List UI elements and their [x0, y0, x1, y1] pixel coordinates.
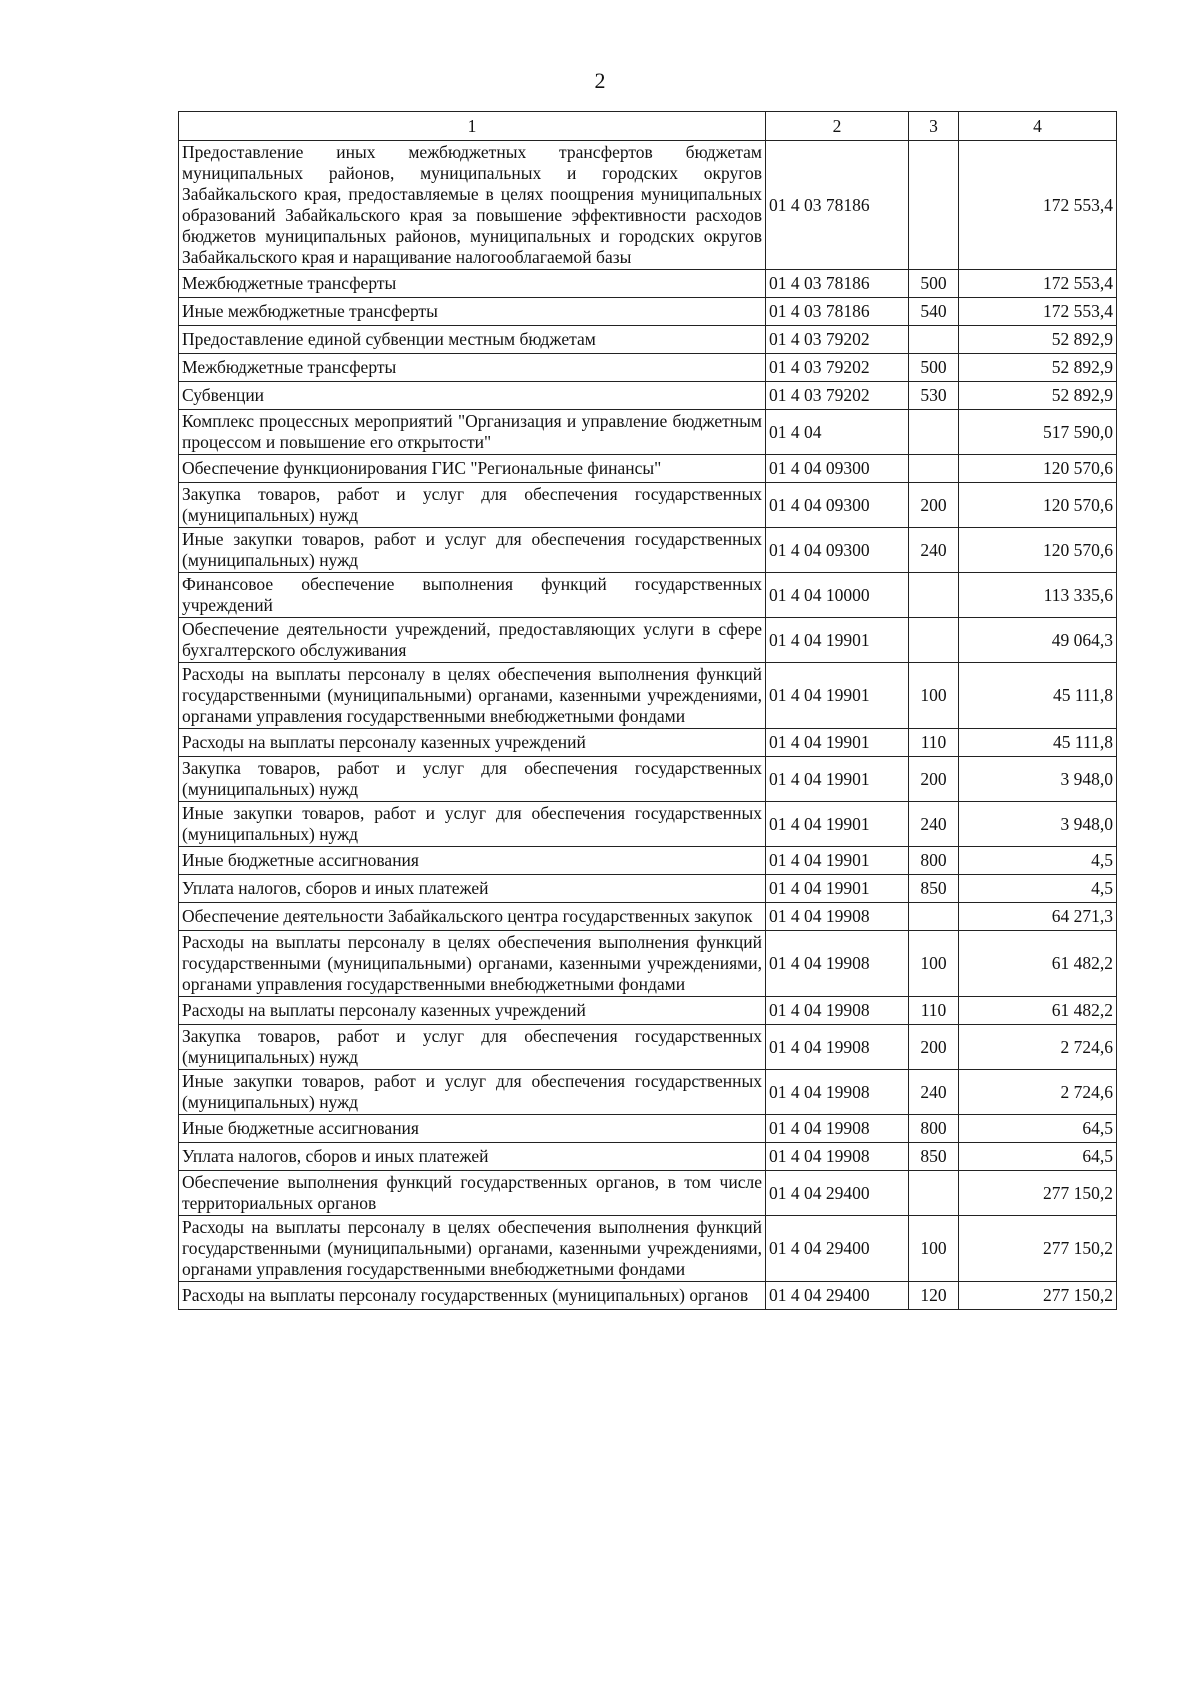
row-name-cell: Межбюджетные трансферты [179, 270, 766, 298]
row-name-cell: Предоставление иных межбюджетных трансфертов бюджетам муниципальных районов, муниципальных и городских округов Забайкальского края, предоставляемые в целях поощрения муниципальных образований Забайкальского края за повышение эффективности расходов бюджетов муниципальных районов, муниципальных и городских округов Забайкальского края и наращивание налогооблагаемой базы [179, 141, 766, 270]
row-code-cell: 01 4 04 10000 [766, 573, 909, 618]
row-name-cell: Субвенции [179, 382, 766, 410]
row-code-cell: 01 4 03 79202 [766, 354, 909, 382]
row-amount-cell: 52 892,9 [959, 326, 1117, 354]
table-row [179, 1025, 1117, 1070]
row-type-cell: 120 [909, 1282, 959, 1310]
row-amount-cell: 52 892,9 [959, 354, 1117, 382]
table-row [179, 802, 1117, 847]
row-type-cell [909, 410, 959, 455]
table-row [179, 757, 1117, 802]
row-code-cell: 01 4 03 79202 [766, 326, 909, 354]
row-name-cell: Закупка товаров, работ и услуг для обеспечения государственных (муниципальных) нужд [179, 757, 766, 802]
row-code-cell: 01 4 04 19901 [766, 757, 909, 802]
row-amount-cell: 61 482,2 [959, 997, 1117, 1025]
row-type-cell: 100 [909, 931, 959, 997]
table-row [179, 931, 1117, 997]
row-code-cell: 01 4 04 19901 [766, 729, 909, 757]
row-name-cell: Обеспечение деятельности учреждений, предоставляющих услуги в сфере бухгалтерского обслуживания [179, 618, 766, 663]
row-name-cell: Иные бюджетные ассигнования [179, 1115, 766, 1143]
row-type-cell [909, 326, 959, 354]
row-amount-cell: 172 553,4 [959, 141, 1117, 270]
row-amount-cell: 120 570,6 [959, 455, 1117, 483]
row-code-cell: 01 4 04 19908 [766, 1143, 909, 1171]
row-amount-cell: 52 892,9 [959, 382, 1117, 410]
table-row [179, 903, 1117, 931]
row-code-cell: 01 4 03 78186 [766, 270, 909, 298]
row-code-cell: 01 4 04 29400 [766, 1282, 909, 1310]
row-code-cell: 01 4 04 19901 [766, 802, 909, 847]
row-amount-cell: 2 724,6 [959, 1025, 1117, 1070]
table-row [179, 729, 1117, 757]
page-number: 2 [594, 68, 606, 93]
row-name-cell: Предоставление единой субвенции местным бюджетам [179, 326, 766, 354]
row-code-cell: 01 4 04 19908 [766, 931, 909, 997]
row-amount-cell: 45 111,8 [959, 663, 1117, 729]
row-name-cell: Закупка товаров, работ и услуг для обеспечения государственных (муниципальных) нужд [179, 483, 766, 528]
row-type-cell [909, 141, 959, 270]
row-amount-cell: 120 570,6 [959, 528, 1117, 573]
table-row [179, 1070, 1117, 1115]
row-code-cell: 01 4 04 19908 [766, 1025, 909, 1070]
table-row [179, 270, 1117, 298]
row-name-cell: Расходы на выплаты персоналу государственных (муниципальных) органов [179, 1282, 766, 1310]
table-row [179, 1282, 1117, 1310]
row-amount-cell: 172 553,4 [959, 298, 1117, 326]
row-name-cell: Расходы на выплаты персоналу в целях обеспечения выполнения функций государственными (муниципальными) органами, казенными учреждениями, органами управления государственными внебюджетными фондами [179, 931, 766, 997]
table-body [179, 141, 1117, 1310]
row-code-cell: 01 4 04 19908 [766, 903, 909, 931]
row-code-cell: 01 4 04 19901 [766, 618, 909, 663]
table-row [179, 326, 1117, 354]
row-code-cell: 01 4 04 19908 [766, 1070, 909, 1115]
row-type-cell: 240 [909, 1070, 959, 1115]
row-type-cell [909, 903, 959, 931]
table-row [179, 354, 1117, 382]
row-amount-cell: 64,5 [959, 1143, 1117, 1171]
row-type-cell: 800 [909, 847, 959, 875]
row-name-cell: Расходы на выплаты персоналу казенных учреждений [179, 997, 766, 1025]
table-row [179, 1143, 1117, 1171]
row-name-cell: Уплата налогов, сборов и иных платежей [179, 875, 766, 903]
row-amount-cell: 3 948,0 [959, 802, 1117, 847]
row-name-cell: Расходы на выплаты персоналу в целях обеспечения выполнения функций государственными (муниципальными) органами, казенными учреждениями, органами управления государственными внебюджетными фондами [179, 1216, 766, 1282]
row-type-cell: 100 [909, 1216, 959, 1282]
row-type-cell: 500 [909, 354, 959, 382]
row-name-cell: Обеспечение деятельности Забайкальского центра государственных закупок [179, 903, 766, 931]
table-row [179, 1115, 1117, 1143]
budget-table [178, 111, 1117, 1310]
header-col-2: 2 [766, 112, 909, 141]
table-row [179, 382, 1117, 410]
row-amount-cell: 277 150,2 [959, 1216, 1117, 1282]
row-type-cell [909, 573, 959, 618]
row-type-cell [909, 618, 959, 663]
row-code-cell: 01 4 04 19901 [766, 875, 909, 903]
table-row [179, 875, 1117, 903]
row-type-cell: 540 [909, 298, 959, 326]
row-code-cell: 01 4 04 09300 [766, 483, 909, 528]
table-row [179, 528, 1117, 573]
row-code-cell: 01 4 04 09300 [766, 528, 909, 573]
row-type-cell: 850 [909, 1143, 959, 1171]
row-code-cell: 01 4 03 78186 [766, 298, 909, 326]
header-col-3: 3 [909, 112, 959, 141]
row-type-cell: 100 [909, 663, 959, 729]
row-type-cell: 240 [909, 802, 959, 847]
row-type-cell: 110 [909, 997, 959, 1025]
row-amount-cell: 64 271,3 [959, 903, 1117, 931]
row-type-cell: 530 [909, 382, 959, 410]
row-amount-cell: 277 150,2 [959, 1171, 1117, 1216]
row-type-cell: 110 [909, 729, 959, 757]
row-name-cell: Обеспечение выполнения функций государственных органов, в том числе территориальных органов [179, 1171, 766, 1216]
table-row [179, 483, 1117, 528]
table-row [179, 997, 1117, 1025]
row-type-cell: 800 [909, 1115, 959, 1143]
table-row [179, 663, 1117, 729]
row-amount-cell: 517 590,0 [959, 410, 1117, 455]
row-name-cell: Расходы на выплаты персоналу казенных учреждений [179, 729, 766, 757]
row-amount-cell: 277 150,2 [959, 1282, 1117, 1310]
row-name-cell: Иные закупки товаров, работ и услуг для обеспечения государственных (муниципальных) нужд [179, 1070, 766, 1115]
table-row [179, 298, 1117, 326]
table-row [179, 618, 1117, 663]
table-row [179, 1216, 1117, 1282]
row-amount-cell: 4,5 [959, 847, 1117, 875]
row-code-cell: 01 4 04 19901 [766, 663, 909, 729]
row-name-cell: Финансовое обеспечение выполнения функций государственных учреждений [179, 573, 766, 618]
row-amount-cell: 2 724,6 [959, 1070, 1117, 1115]
row-name-cell: Уплата налогов, сборов и иных платежей [179, 1143, 766, 1171]
row-name-cell: Межбюджетные трансферты [179, 354, 766, 382]
row-amount-cell: 172 553,4 [959, 270, 1117, 298]
row-amount-cell: 49 064,3 [959, 618, 1117, 663]
row-name-cell: Иные закупки товаров, работ и услуг для обеспечения государственных (муниципальных) нужд [179, 802, 766, 847]
row-code-cell: 01 4 04 19901 [766, 847, 909, 875]
row-type-cell: 500 [909, 270, 959, 298]
row-amount-cell: 120 570,6 [959, 483, 1117, 528]
row-code-cell: 01 4 04 09300 [766, 455, 909, 483]
row-name-cell: Иные закупки товаров, работ и услуг для обеспечения государственных (муниципальных) нужд [179, 528, 766, 573]
row-amount-cell: 3 948,0 [959, 757, 1117, 802]
row-name-cell: Иные бюджетные ассигнования [179, 847, 766, 875]
row-code-cell: 01 4 03 78186 [766, 141, 909, 270]
row-name-cell: Закупка товаров, работ и услуг для обеспечения государственных (муниципальных) нужд [179, 1025, 766, 1070]
row-type-cell [909, 455, 959, 483]
row-type-cell: 200 [909, 1025, 959, 1070]
row-amount-cell: 61 482,2 [959, 931, 1117, 997]
header-col-1: 1 [179, 112, 766, 141]
row-amount-cell: 113 335,6 [959, 573, 1117, 618]
table-row [179, 455, 1117, 483]
row-code-cell: 01 4 04 19908 [766, 1115, 909, 1143]
row-name-cell: Иные межбюджетные трансферты [179, 298, 766, 326]
row-code-cell: 01 4 04 [766, 410, 909, 455]
row-code-cell: 01 4 03 79202 [766, 382, 909, 410]
table-row [179, 847, 1117, 875]
table-row [179, 141, 1117, 270]
row-code-cell: 01 4 04 29400 [766, 1171, 909, 1216]
table-row [179, 1171, 1117, 1216]
row-type-cell [909, 1171, 959, 1216]
row-code-cell: 01 4 04 19908 [766, 997, 909, 1025]
row-name-cell: Расходы на выплаты персоналу в целях обеспечения выполнения функций государственными (муниципальными) органами, казенными учреждениями, органами управления государственными внебюджетными фондами [179, 663, 766, 729]
row-amount-cell: 45 111,8 [959, 729, 1117, 757]
row-name-cell: Комплекс процессных мероприятий "Организация и управление бюджетным процессом и повышение его открытости" [179, 410, 766, 455]
row-amount-cell: 4,5 [959, 875, 1117, 903]
row-type-cell: 200 [909, 757, 959, 802]
table-row [179, 410, 1117, 455]
header-col-4: 4 [959, 112, 1117, 141]
table-header-row [179, 112, 1117, 141]
row-code-cell: 01 4 04 29400 [766, 1216, 909, 1282]
row-amount-cell: 64,5 [959, 1115, 1117, 1143]
row-type-cell: 240 [909, 528, 959, 573]
row-type-cell: 850 [909, 875, 959, 903]
row-type-cell: 200 [909, 483, 959, 528]
table-row [179, 573, 1117, 618]
row-name-cell: Обеспечение функционирования ГИС "Региональные финансы" [179, 455, 766, 483]
